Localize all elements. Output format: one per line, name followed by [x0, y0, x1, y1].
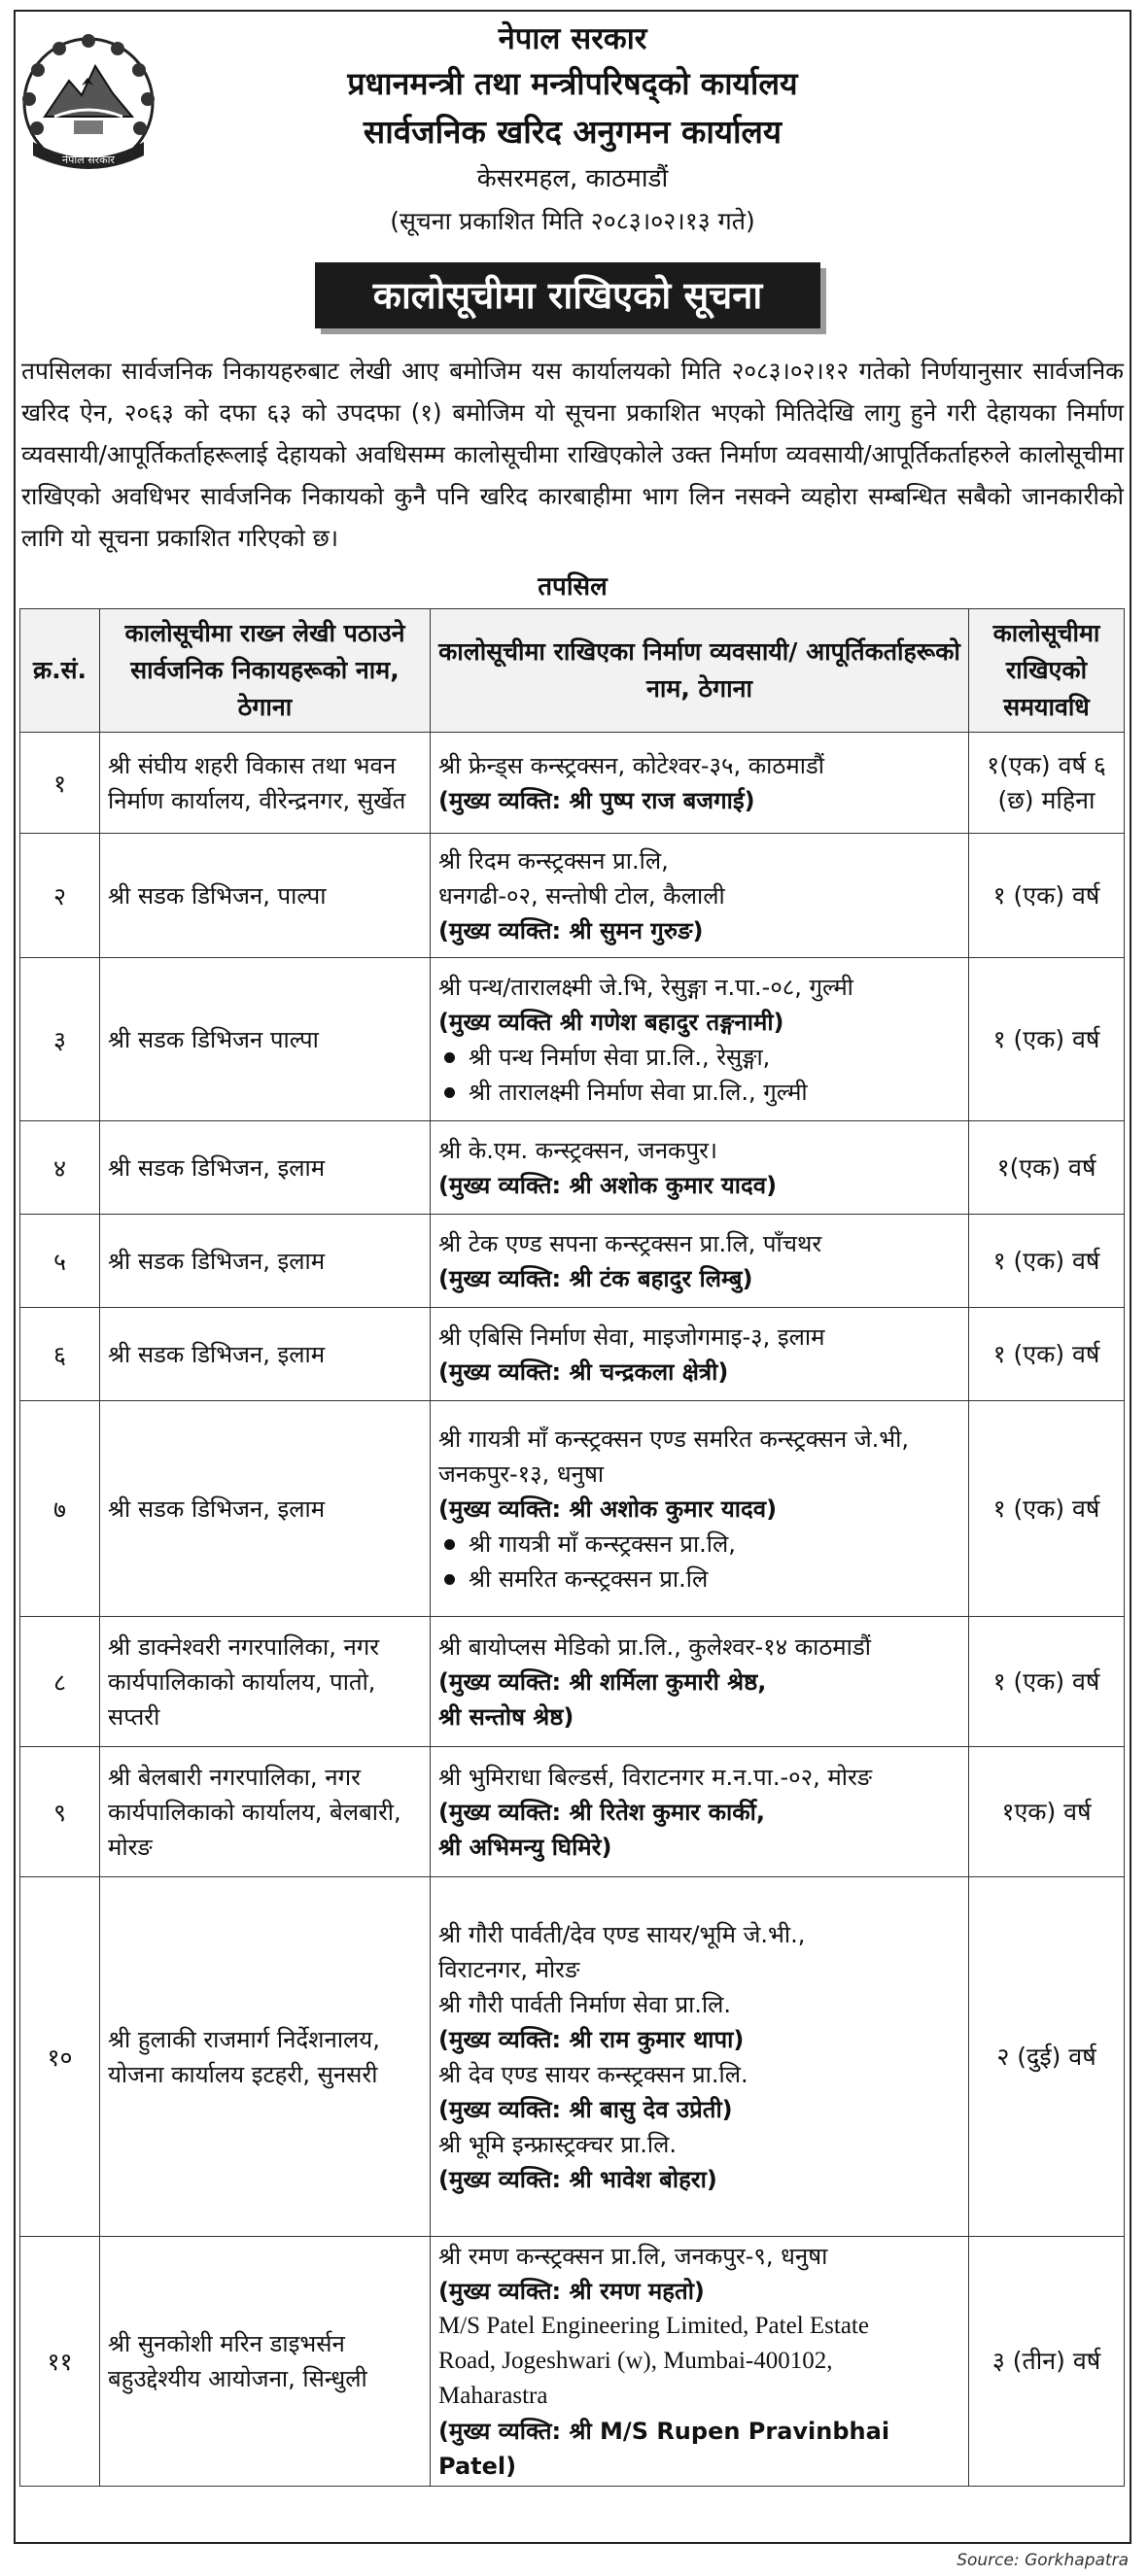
row-duration: १(एक) वर्ष ६ (छ) महिना — [969, 733, 1125, 834]
firm-line: विराटनगर, मोरङ — [438, 1955, 580, 1983]
row-duration: २ (दुई) वर्ष — [969, 1877, 1125, 2237]
firm-line: श्री एबिसि निर्माण सेवा, माइजोगमाइ-३, इलाम — [438, 1322, 825, 1351]
publish-date: (सूचना प्रकाशित मिति २०८३।०२।१३ गते) — [390, 207, 755, 235]
row-duration: १ (एक) वर्ष — [969, 958, 1125, 1121]
firm-line: श्री रमण कन्स्ट्रक्सन प्रा.लि, जनकपुर-९, धनुषा — [438, 2243, 828, 2270]
row-firm — [431, 1121, 969, 1215]
list-item — [438, 1040, 960, 1075]
row-agency: श्री सडक डिभिजन, इलाम — [100, 1308, 431, 1401]
key-person: (मुख्य व्यक्ति: श्री रमण महतो) — [438, 2278, 705, 2305]
row-firm — [431, 733, 969, 834]
firm-line: Maharastra — [438, 2383, 548, 2409]
firm-line: श्री गौरी पार्वती/देव एण्ड सायर/भूमि जे.भी., — [438, 1920, 806, 1948]
table-row — [20, 733, 1125, 834]
table-row — [20, 958, 1125, 1121]
bullet-icon — [444, 1052, 455, 1063]
member-firm: श्री समरित कन्स्ट्रक्सन प्रा.लि — [469, 1564, 709, 1593]
row-sn: ७ — [20, 1401, 100, 1617]
row-agency: श्री सडक डिभिजन, इलाम — [100, 1215, 431, 1308]
row-agency: श्री सडक डिभिजन, इलाम — [100, 1401, 431, 1617]
row-firm — [431, 1747, 969, 1877]
key-person: (मुख्य व्यक्ति: श्री राम कुमार थापा) — [438, 2025, 745, 2053]
row-duration: ३ (तीन) वर्ष — [969, 2237, 1125, 2487]
source-credit: Source: Gorkhapatra — [957, 2551, 1129, 2570]
firm-line: श्री भुमिराधा बिल्डर्स, विराटनगर म.न.पा.-०२, मोरङ — [438, 1763, 873, 1791]
firm-line: श्री गौरी पार्वती निर्माण सेवा प्रा.लि. — [438, 1990, 732, 2018]
row-agency: श्री बेलबारी नगरपालिका, नगर कार्यपालिकाको कार्यालय, बेलबारी, मोरङ — [100, 1747, 431, 1877]
row-firm — [431, 1617, 969, 1747]
key-person: (मुख्य व्यक्ति: श्री रितेश कुमार कार्की, — [438, 1798, 766, 1826]
table-row — [20, 1617, 1125, 1747]
member-firm: श्री पन्थ निर्माण सेवा प्रा.लि., रेसुङ्गा, — [469, 1043, 771, 1071]
ministry-name: प्रधानमन्त्री तथा मन्त्रीपरिषद्को कार्यालय — [347, 65, 798, 102]
row-duration: १ (एक) वर्ष — [969, 1617, 1125, 1747]
row-agency: श्री सडक डिभिजन, पाल्पा — [100, 834, 431, 958]
blacklist-table — [19, 608, 1125, 2487]
row-sn: ६ — [20, 1308, 100, 1401]
emblem-motto: नेपाल सरकार — [62, 154, 115, 166]
row-duration: १ (एक) वर्ष — [969, 1215, 1125, 1308]
firm-line: श्री देव एण्ड सायर कन्स्ट्रक्सन प्रा.लि. — [438, 2060, 748, 2088]
firm-line: श्री भूमि इन्फ्रास्ट्रक्चर प्रा.लि. — [438, 2130, 677, 2158]
bullet-icon — [444, 1539, 455, 1550]
row-duration: १ (एक) वर्ष — [969, 1401, 1125, 1617]
firm-line: श्री रिदम कन्स्ट्रक्सन प्रा.लि, — [438, 846, 669, 875]
row-sn: १ — [20, 733, 100, 834]
row-sn: ५ — [20, 1215, 100, 1308]
row-agency: श्री संघीय शहरी विकास तथा भवन निर्माण कार्यालय, वीरेन्द्रनगर, सुर्खेत — [100, 733, 431, 834]
notice-frame — [14, 10, 1131, 2544]
header-agency: कालोसूचीमा राख्न लेखी पठाउने सार्वजनिक निकायहरूको नाम, ठेगाना — [100, 609, 431, 733]
firm-line: श्री गायत्री माँ कन्स्ट्रक्सन एण्ड समरित कन्स्ट्रक्सन जे.भी, — [438, 1425, 910, 1453]
office-address: केसरमहल, काठमाडौं — [476, 164, 669, 193]
table-row — [20, 1877, 1125, 2237]
table-header-row — [20, 609, 1125, 733]
firm-line: श्री के.एम. कन्स्ट्रक्सन, जनकपुर। — [438, 1136, 718, 1164]
table-row — [20, 1747, 1125, 1877]
firm-line: श्री बायोप्लस मेडिको प्रा.लि., कुलेश्वर-१४ काठमाडौं — [438, 1632, 871, 1661]
member-firm: श्री तारालक्ष्मी निर्माण सेवा प्रा.लि., गुल्मी — [469, 1078, 808, 1106]
list-item — [438, 1075, 960, 1110]
header-firm: कालोसूचीमा राखिएका निर्माण व्यवसायी/ आपूर्तिकर्ताहरूको नाम, ठेगाना — [431, 609, 969, 733]
row-duration: १ (एक) वर्ष — [969, 834, 1125, 958]
member-firm: श्री गायत्री माँ कन्स्ट्रक्सन प्रा.लि, — [469, 1529, 736, 1558]
key-person: (मुख्य व्यक्ति: श्री M/S Rupen Pravinbhai Patel) — [438, 2418, 890, 2480]
nepal-emblem-icon — [16, 27, 161, 183]
key-person: (मुख्य व्यक्ति: श्री शर्मिला कुमारी श्रेष्ठ, — [438, 1667, 767, 1696]
key-person: (मुख्य व्यक्ति: श्री भावेश बोहरा) — [438, 2165, 717, 2193]
list-item — [438, 1562, 960, 1597]
schedule-heading: तपसिल — [538, 572, 608, 601]
firm-line: श्री टेक एण्ड सपना कन्स्ट्रक्सन प्रा.लि, पाँचथर — [438, 1229, 822, 1257]
intro-paragraph: तपसिलका सार्वजनिक निकायहरुबाट लेखी आए बमोजिम यस कार्यालयको मिति २०८३।०२।१२ गतेको निर्णयानुसार सार्वजनिक खरिद ऐन, २०६३ को दफा ६३ को उपदफा (१) बमोजिम यो सूचना प्रकाशित भएको मितिदेखि लागु हुने गरी देहायका निर्माण व्यवसायी/आपूर्तिकर्ताहरूलाई देहायको अवधिसम्म कालोसूचीमा राखिएकोले उक्त निर्माण व्यवसायी/आपूर्तिकर्ताहरुले कालोसूचीमा राखिएको अवधिभर सार्वजनिक निकायको कुनै पनि खरिद कारबाहीमा भाग लिन नसक्ने व्यहोरा सम्बन्धित सबैको जानकारीको लागि यो सूचना प्रकाशित गरिएको छ। — [21, 357, 1124, 552]
row-firm — [431, 1215, 969, 1308]
header-sn: क्र.सं. — [20, 609, 100, 733]
row-sn: ११ — [20, 2237, 100, 2487]
row-sn: ८ — [20, 1617, 100, 1747]
table-row — [20, 1401, 1125, 1617]
row-firm — [431, 1401, 969, 1617]
list-item — [438, 1527, 960, 1562]
notice-title: कालोसूचीमा राखिएको सूचना — [315, 262, 820, 328]
row-firm — [431, 958, 969, 1121]
table-row — [20, 1308, 1125, 1401]
key-person: श्री अभिमन्यु घिमिरे) — [438, 1833, 612, 1861]
row-sn: ९ — [20, 1747, 100, 1877]
key-person: (मुख्य व्यक्ति: श्री अशोक कुमार यादव) — [438, 1494, 778, 1523]
table-row — [20, 1215, 1125, 1308]
key-person: (मुख्य व्यक्ति: श्री सुमन गुरुङ) — [438, 916, 704, 945]
firm-line: M/S Patel Engineering Limited, Patel Estate — [438, 2313, 869, 2339]
row-agency: श्री सडक डिभिजन, इलाम — [100, 1121, 431, 1215]
row-agency: श्री हुलाकी राजमार्ग निर्देशनालय, योजना कार्यालय इटहरी, सुनसरी — [100, 1877, 431, 2237]
row-duration: १ (एक) वर्ष — [969, 1308, 1125, 1401]
firm-line: Road, Jogeshwari (w), Mumbai-400102, — [438, 2348, 833, 2374]
row-firm — [431, 834, 969, 958]
key-person: (मुख्य व्यक्ति श्री गणेश बहादुर तङ्गनामी) — [438, 1008, 784, 1036]
row-agency: श्री सुनकोशी मरिन डाइभर्सन बहुउद्देश्यीय आयोजना, सिन्धुली — [100, 2237, 431, 2487]
row-duration: १एक) वर्ष — [969, 1747, 1125, 1877]
key-person: (मुख्य व्यक्ति: श्री टंक बहादुर लिम्बु) — [438, 1264, 753, 1292]
row-duration: १(एक) वर्ष — [969, 1121, 1125, 1215]
office-name: सार्वजनिक खरिद अनुगमन कार्यालय — [363, 113, 783, 151]
table-row — [20, 2237, 1125, 2487]
bullet-icon — [444, 1574, 455, 1585]
row-firm — [431, 1308, 969, 1401]
key-person: (मुख्य व्यक्ति: श्री अशोक कुमार यादव) — [438, 1171, 778, 1199]
table-row — [20, 1121, 1125, 1215]
row-sn: ४ — [20, 1121, 100, 1215]
row-agency: श्री सडक डिभिजन पाल्पा — [100, 958, 431, 1121]
bullet-icon — [444, 1087, 455, 1098]
row-firm — [431, 1877, 969, 2237]
key-person: (मुख्य व्यक्ति: श्री पुष्प राज बजगाई) — [438, 786, 755, 814]
row-firm — [431, 2237, 969, 2487]
firm-line: श्री फ्रेन्ड्स कन्स्ट्रक्सन, कोटेश्वर-३५, काठमाडौं — [438, 751, 824, 779]
key-person: (मुख्य व्यक्ति: श्री चन्द्रकला क्षेत्री) — [438, 1357, 729, 1386]
firm-line: श्री पन्थ/तारालक्ष्मी जे.भि, रेसुङ्गा न.पा.-०८, गुल्मी — [438, 973, 853, 1001]
row-sn: ३ — [20, 958, 100, 1121]
notice-header — [16, 12, 1130, 266]
firm-line: जनकपुर-१३, धनुषा — [438, 1460, 605, 1488]
row-agency: श्री डाक्नेश्वरी नगरपालिका, नगर कार्यपालिकाको कार्यालय, पातो, सप्तरी — [100, 1617, 431, 1747]
row-sn: २ — [20, 834, 100, 958]
key-person: श्री सन्तोष श्रेष्ठ) — [438, 1702, 574, 1731]
row-sn: १० — [20, 1877, 100, 2237]
firm-line: धनगढी-०२, सन्तोषी टोल, कैलाली — [438, 881, 725, 910]
govt-name: नेपाल सरकार — [498, 21, 647, 56]
key-person: (मुख्य व्यक्ति: श्री बासु देव उप्रेती) — [438, 2095, 733, 2123]
header-duration: कालोसूचीमा राखिएको समयावधि — [969, 609, 1125, 733]
table-row — [20, 834, 1125, 958]
